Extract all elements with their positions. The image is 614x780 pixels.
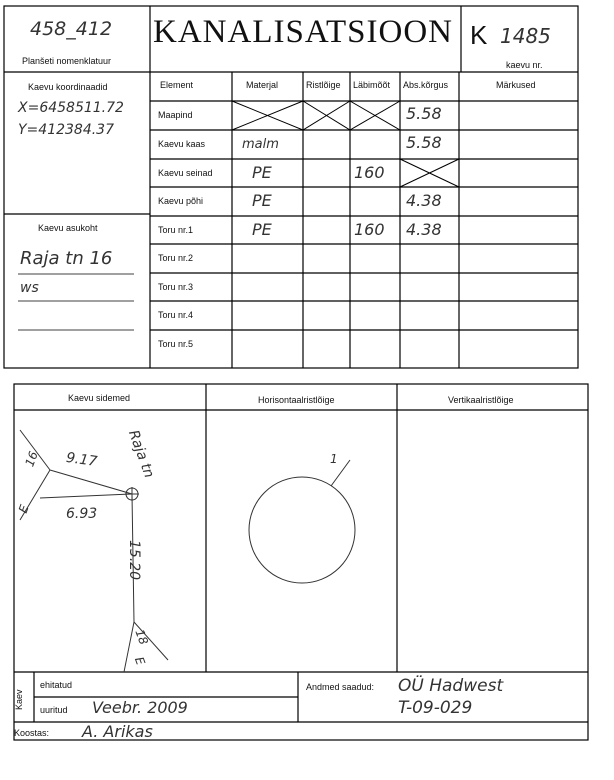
location-line1: Raja tn 16 <box>20 248 113 269</box>
kaevu-nr-label: kaevu nr. <box>506 60 543 70</box>
sketch-col2-title: Horisontaalristlõige <box>258 395 335 405</box>
row-element-label: Kaevu põhi <box>158 196 204 206</box>
col-header-materjal: Materjal <box>246 80 279 90</box>
sketch-pipe-number: 1 <box>330 452 338 466</box>
footer-koostas-value: A. Arikas <box>82 722 153 741</box>
location-line2: ws <box>20 280 39 296</box>
row-element-label: Toru nr.4 <box>158 310 194 320</box>
col-header-ristloige: Ristlõige <box>306 80 341 90</box>
sketch-dist-693: 6.93 <box>66 506 98 522</box>
kaevu-nr-value: 1485 <box>500 24 551 48</box>
coordinate-y: Y=412384.37 <box>18 122 114 138</box>
col-header-element: Element <box>160 80 194 90</box>
sketch-street-label: Raja tn <box>124 428 157 481</box>
row-element-label: Toru nr.2 <box>158 253 194 263</box>
cell-abs-toru1: 4.38 <box>406 220 442 239</box>
sketch-label-18: 18 <box>132 627 151 647</box>
footer-andmed-value1: OÜ Hadwest <box>398 676 504 696</box>
sketch-dist-1520: 15.20 <box>126 540 142 581</box>
kaevu-nr-prefix: K <box>470 20 488 50</box>
page-title: KANALISATSIOON <box>153 14 453 50</box>
sketch-dist-917: 9.17 <box>65 449 99 471</box>
footer-uuritud-value: Veebr. 2009 <box>92 698 188 717</box>
col-header-labimoot: Läbimõõt <box>353 80 391 90</box>
row-element-label: Toru nr.3 <box>158 282 194 292</box>
cell-abs-pohi: 4.38 <box>406 191 442 210</box>
sketch-label-e-bottom: E <box>131 655 148 667</box>
sketch-label-e-left: E <box>15 503 32 515</box>
footer-uuritud-label: uuritud <box>40 705 68 715</box>
cell-materjal-kaas: malm <box>242 137 279 152</box>
cell-materjal-seinad: PE <box>252 163 272 182</box>
col-header-markused: Märkused <box>496 80 536 90</box>
cell-labimoot-seinad: 160 <box>354 163 385 182</box>
cell-materjal-toru1: PE <box>252 220 272 239</box>
coordinates-label: Kaevu koordinaadid <box>28 82 108 92</box>
footer-andmed-value2: T-09-029 <box>398 698 473 718</box>
planset-label: Planšeti nomenklatuur <box>22 56 112 66</box>
row-element-label: Maapind <box>158 110 193 120</box>
cell-abs-maapind: 5.58 <box>406 104 442 123</box>
location-label: Kaevu asukoht <box>38 223 98 233</box>
row-element-label: Toru nr.5 <box>158 339 194 349</box>
cell-materjal-pohi: PE <box>252 191 272 210</box>
planset-value: 458_412 <box>30 18 113 40</box>
footer-ehitatud-label: ehitatud <box>40 680 73 690</box>
col-header-abs: Abs.kõrgus <box>403 80 449 90</box>
footer-kaev-label: Kaev <box>14 689 24 710</box>
sketch-col1-title: Kaevu sidemed <box>68 393 131 403</box>
row-element-label: Kaevu kaas <box>158 139 206 149</box>
cell-abs-kaas: 5.58 <box>406 133 442 152</box>
sketch-label-16: 16 <box>22 449 41 469</box>
row-element-label: Kaevu seinad <box>158 168 213 178</box>
coordinate-x: X=6458511.72 <box>18 100 124 116</box>
cell-labimoot-toru1: 160 <box>354 220 385 239</box>
sketch-col3-title: Vertikaalristlõige <box>448 395 514 405</box>
footer-andmed-label: Andmed saadud: <box>306 682 375 692</box>
footer-koostas-label: Koostas: <box>14 728 50 738</box>
row-element-label: Toru nr.1 <box>158 225 194 235</box>
